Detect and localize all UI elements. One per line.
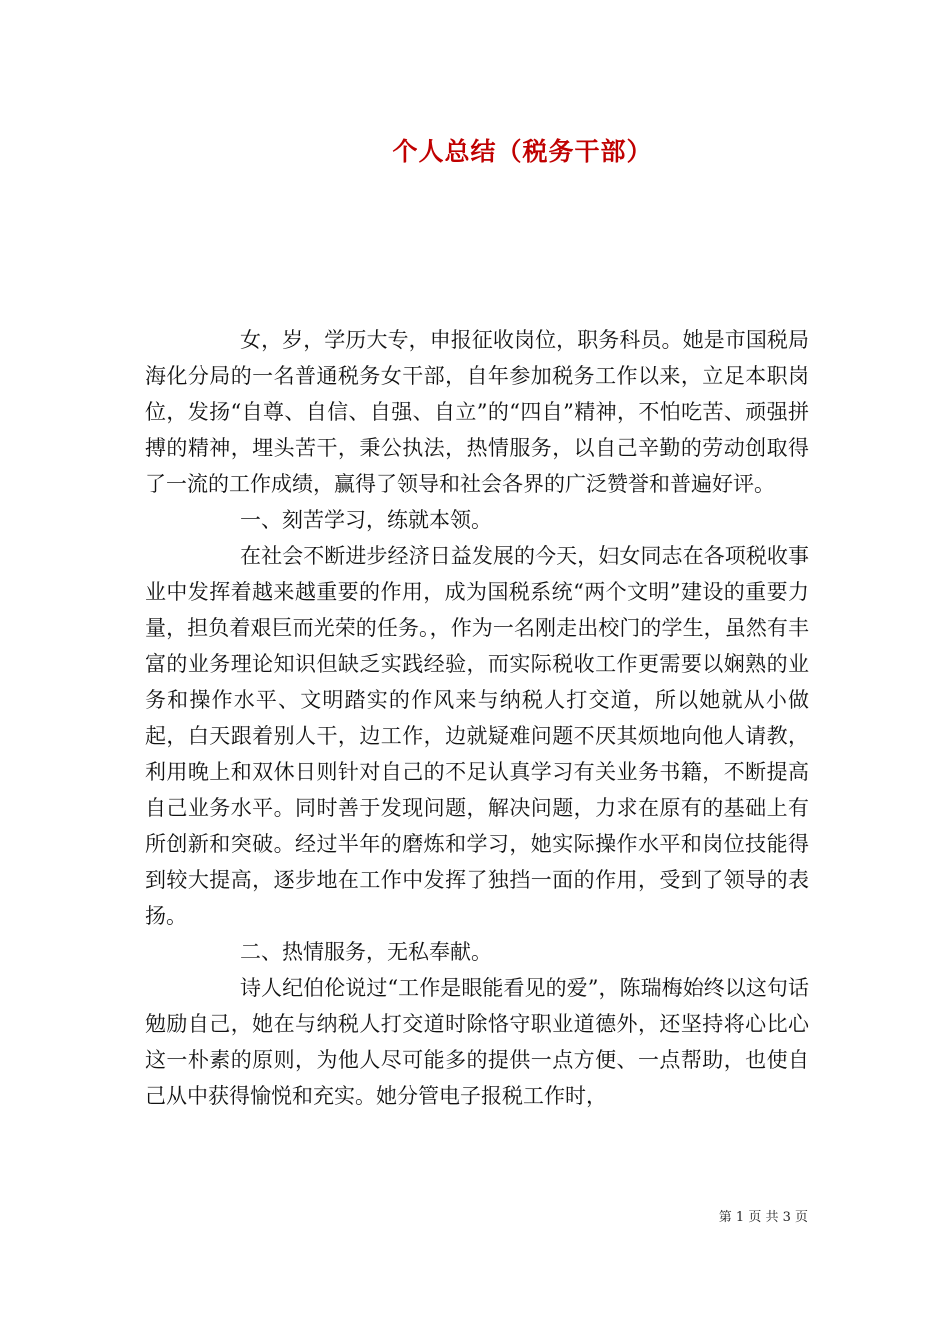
page-number-footer: 第 1 页 共 3 页 bbox=[718, 1210, 808, 1225]
section-heading-1: 一、刻苦学习，练就本领。 bbox=[240, 508, 492, 532]
paragraph-intro: 女，岁，学历大专，申报征收岗位，职务科员。她是市国税局海化分局的一名普通税务女干部，自年参加税务工作以来，立足本职岗位，发扬“自尊、自信、自强、自立”的“四自”精神，不怕吃苦、顽强拼搏的精神，埋头苦干，秉公执法，热情服务，以自己辛勤的劳动创取得了一流的工作成绩，赢得了领导和社会各界的广泛赞誉和普遍好评。 bbox=[145, 328, 809, 496]
section-heading-2: 二、热情服务，无私奉献。 bbox=[240, 940, 492, 964]
document-body bbox=[145, 322, 809, 1114]
paragraph-section-2: 诗人纪伯伦说过“工作是眼能看见的爱”，陈瑞梅始终以这句话勉励自己，她在与纳税人打交道时除恪守职业道德外，还坚持将心比心这一朴素的原则，为他人尽可能多的提供一点方便、一点帮助，也使自己从中获得愉悦和充实。她分管电子报税工作时， bbox=[145, 976, 809, 1108]
page-title: 个人总结（税务干部） bbox=[392, 137, 653, 166]
paragraph-section-1: 在社会不断进步经济日益发展的今天，妇女同志在各项税收事业中发挥着越来越重要的作用，成为国税系统“两个文明”建设的重要力量，担负着艰巨而光荣的任务。，作为一名刚走出校门的学生，虽然有丰富的业务理论知识但缺乏实践经验，而实际税收工作更需要以娴熟的业务和操作水平、文明踏实的作风来与纳税人打交道，所以她就从小做起，白天跟着别人干，边工作，边就疑难问题不厌其烦地向他人请教，利用晚上和双休日则针对自己的不足认真学习有关业务书籍，不断提高自己业务水平。同时善于发现问题，解决问题，力求在原有的基础上有所创新和突破。经过半年的磨炼和学习，她实际操作水平和岗位技能得到较大提高，逐步地在工作中发挥了独挡一面的作用，受到了领导的表扬。 bbox=[145, 544, 809, 928]
